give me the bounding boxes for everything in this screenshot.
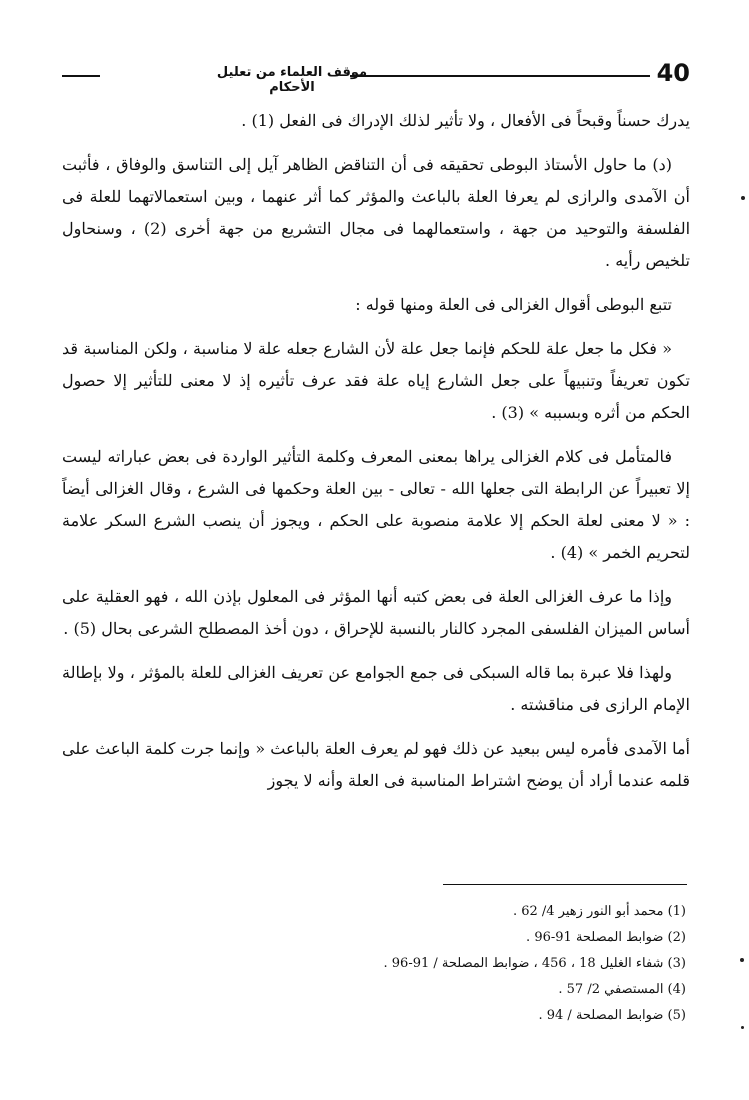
footnote-separator (443, 884, 687, 885)
quotation-paragraph: « فكل ما جعل علة للحكم فإنما جعل علة لأن الشارع جعله علة لا مناسبة ، ولكن المناسبة قد تكون تعريفاً وتنبيهاً على جعل الشارع إياه علة فقد عرف تأثيره إذ لا معنى للتأثير إلا حصول الحكم من أثره وبسببه » (3) . (62, 339, 690, 422)
paragraph: وإذا ما عرف الغزالى العلة فى بعض كتبه أنها المؤثر فى المعلول بإذن الله ، فهو العقلية على أساس الميزان الفلسفى المجرد كالنار بالنسبة للإحراق ، دون أخذ المصطلح الشرعى بحال (5) . (62, 587, 690, 638)
footnote: (1) محمد أبو النور زهير 4/ 62 . (512, 904, 686, 919)
scan-speck (741, 196, 745, 200)
paragraph: فالمتأمل فى كلام الغزالى يراها بمعنى المعرف وكلمة التأثير الواردة فى بعض عباراته ليست إلا تعبيراً عن الرابطة التى جعلها الله - تعالى - بين العلة وحكمها فى الشرع ، وقال الغزالى أيضاً : « لا معنى لعلة الحكم إلا علامة منصوبة على الحكم ، ويجوز أن ينصب الشرع السكر علامة لتحريم الخمر » (4) . (62, 447, 690, 562)
scan-speck (741, 1026, 744, 1029)
scan-speck (740, 958, 744, 962)
paragraph: أما الآمدى فأمره ليس ببعيد عن ذلك فهو لم يعرف العلة بالباعث « وإنما جرت كلمة الباعث على قلمه عندما أراد أن يوضح اشتراط المناسبة فى العلة وأنه لا يجوز (62, 739, 690, 790)
paragraph: ولهذا فلا عبرة بما قاله السبكى فى جمع الجوامع عن تعريف الغزالى للعلة بالمؤثر ، ولا بإطالة الإمام الرازى فى مناقشته . (62, 663, 690, 714)
header-rule-left (62, 75, 100, 77)
paragraph: يدرك حسناً وقبحاً فى الأفعال ، ولا تأثير لذلك الإدراك فى الفعل (1) . (241, 111, 690, 130)
running-title: موقف العلماء من تعليل الأحكام (216, 65, 368, 95)
main-text (62, 105, 690, 809)
page-number: 40 (656, 59, 690, 87)
page-header (62, 55, 690, 95)
header-rule-right (350, 75, 650, 77)
paragraph: تتبع البوطى أقوال الغزالى فى العلة ومنها قوله : (355, 295, 672, 314)
footnote: (5) ضوابط المصلحة / 94 . (538, 1008, 686, 1023)
footnotes (62, 899, 686, 1029)
footnote: (2) ضوابط المصلحة 91-96 . (526, 930, 686, 945)
footnote: (3) شفاء الغليل 18 ، 456 ، ضوابط المصلحة / 91-96 . (383, 956, 686, 971)
footnote: (4) المستصفي 2/ 57 . (558, 982, 686, 997)
paragraph: (د) ما حاول الأستاذ البوطى تحقيقه فى أن التناقض الظاهر آيل إلى التناسق والوفاق ، فأثبت أن الآمدى والرازى لم يعرفا العلة بالباعث والمؤثر كما أثر عنهما ، وبين استعمالاتهما للعلة فى الفلسفة والتوحيد من جهة ، واستعمالهما فى مجال التشريع من جهة أخرى (2) ، وسنحاول تلخيص رأيه . (62, 155, 691, 270)
